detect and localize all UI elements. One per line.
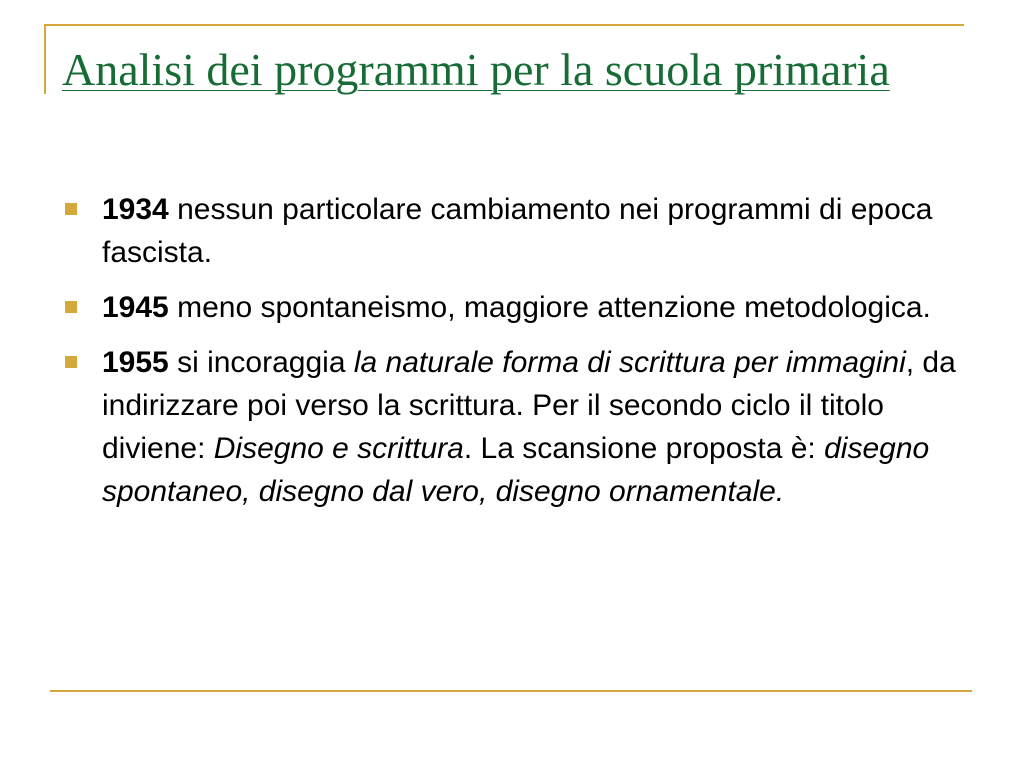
left-frame-line <box>44 24 46 94</box>
bullet-year: 1955 <box>102 346 169 379</box>
bullet-item-1945 <box>62 286 962 329</box>
bullet-list <box>62 188 962 525</box>
bullet-text: si incoraggia <box>168 346 354 379</box>
bullet-text: nessun particolare cambiamento nei programmi di epoca fascista. <box>102 193 933 269</box>
bullet-emphasis: la naturale forma di scrittura per immagini <box>353 346 906 379</box>
bullet-item-1934 <box>62 188 962 274</box>
bullet-year: 1934 <box>102 193 169 226</box>
top-frame-line <box>44 24 964 26</box>
bullet-year: 1945 <box>102 291 169 324</box>
bullet-item-1955 <box>62 341 962 513</box>
square-bullet-icon <box>65 301 77 313</box>
bullet-emphasis: Disegno e scrittura <box>213 432 464 465</box>
bullet-text: , da indirizzare poi verso la scrittura. Per il secondo ciclo il titolo diviene: <box>102 346 956 465</box>
square-bullet-icon <box>65 356 77 368</box>
bullet-emphasis: disegno spontaneo, disegno dal vero, disegno ornamentale. <box>102 432 930 508</box>
square-bullet-icon <box>65 203 77 215</box>
slide-title: Analisi dei programmi per la scuola primaria <box>62 44 890 95</box>
bullet-text: meno spontaneismo, maggiore attenzione metodologica. <box>168 291 931 324</box>
bullet-text: . La scansione proposta è: <box>463 432 825 465</box>
bottom-rule-line <box>50 690 972 692</box>
